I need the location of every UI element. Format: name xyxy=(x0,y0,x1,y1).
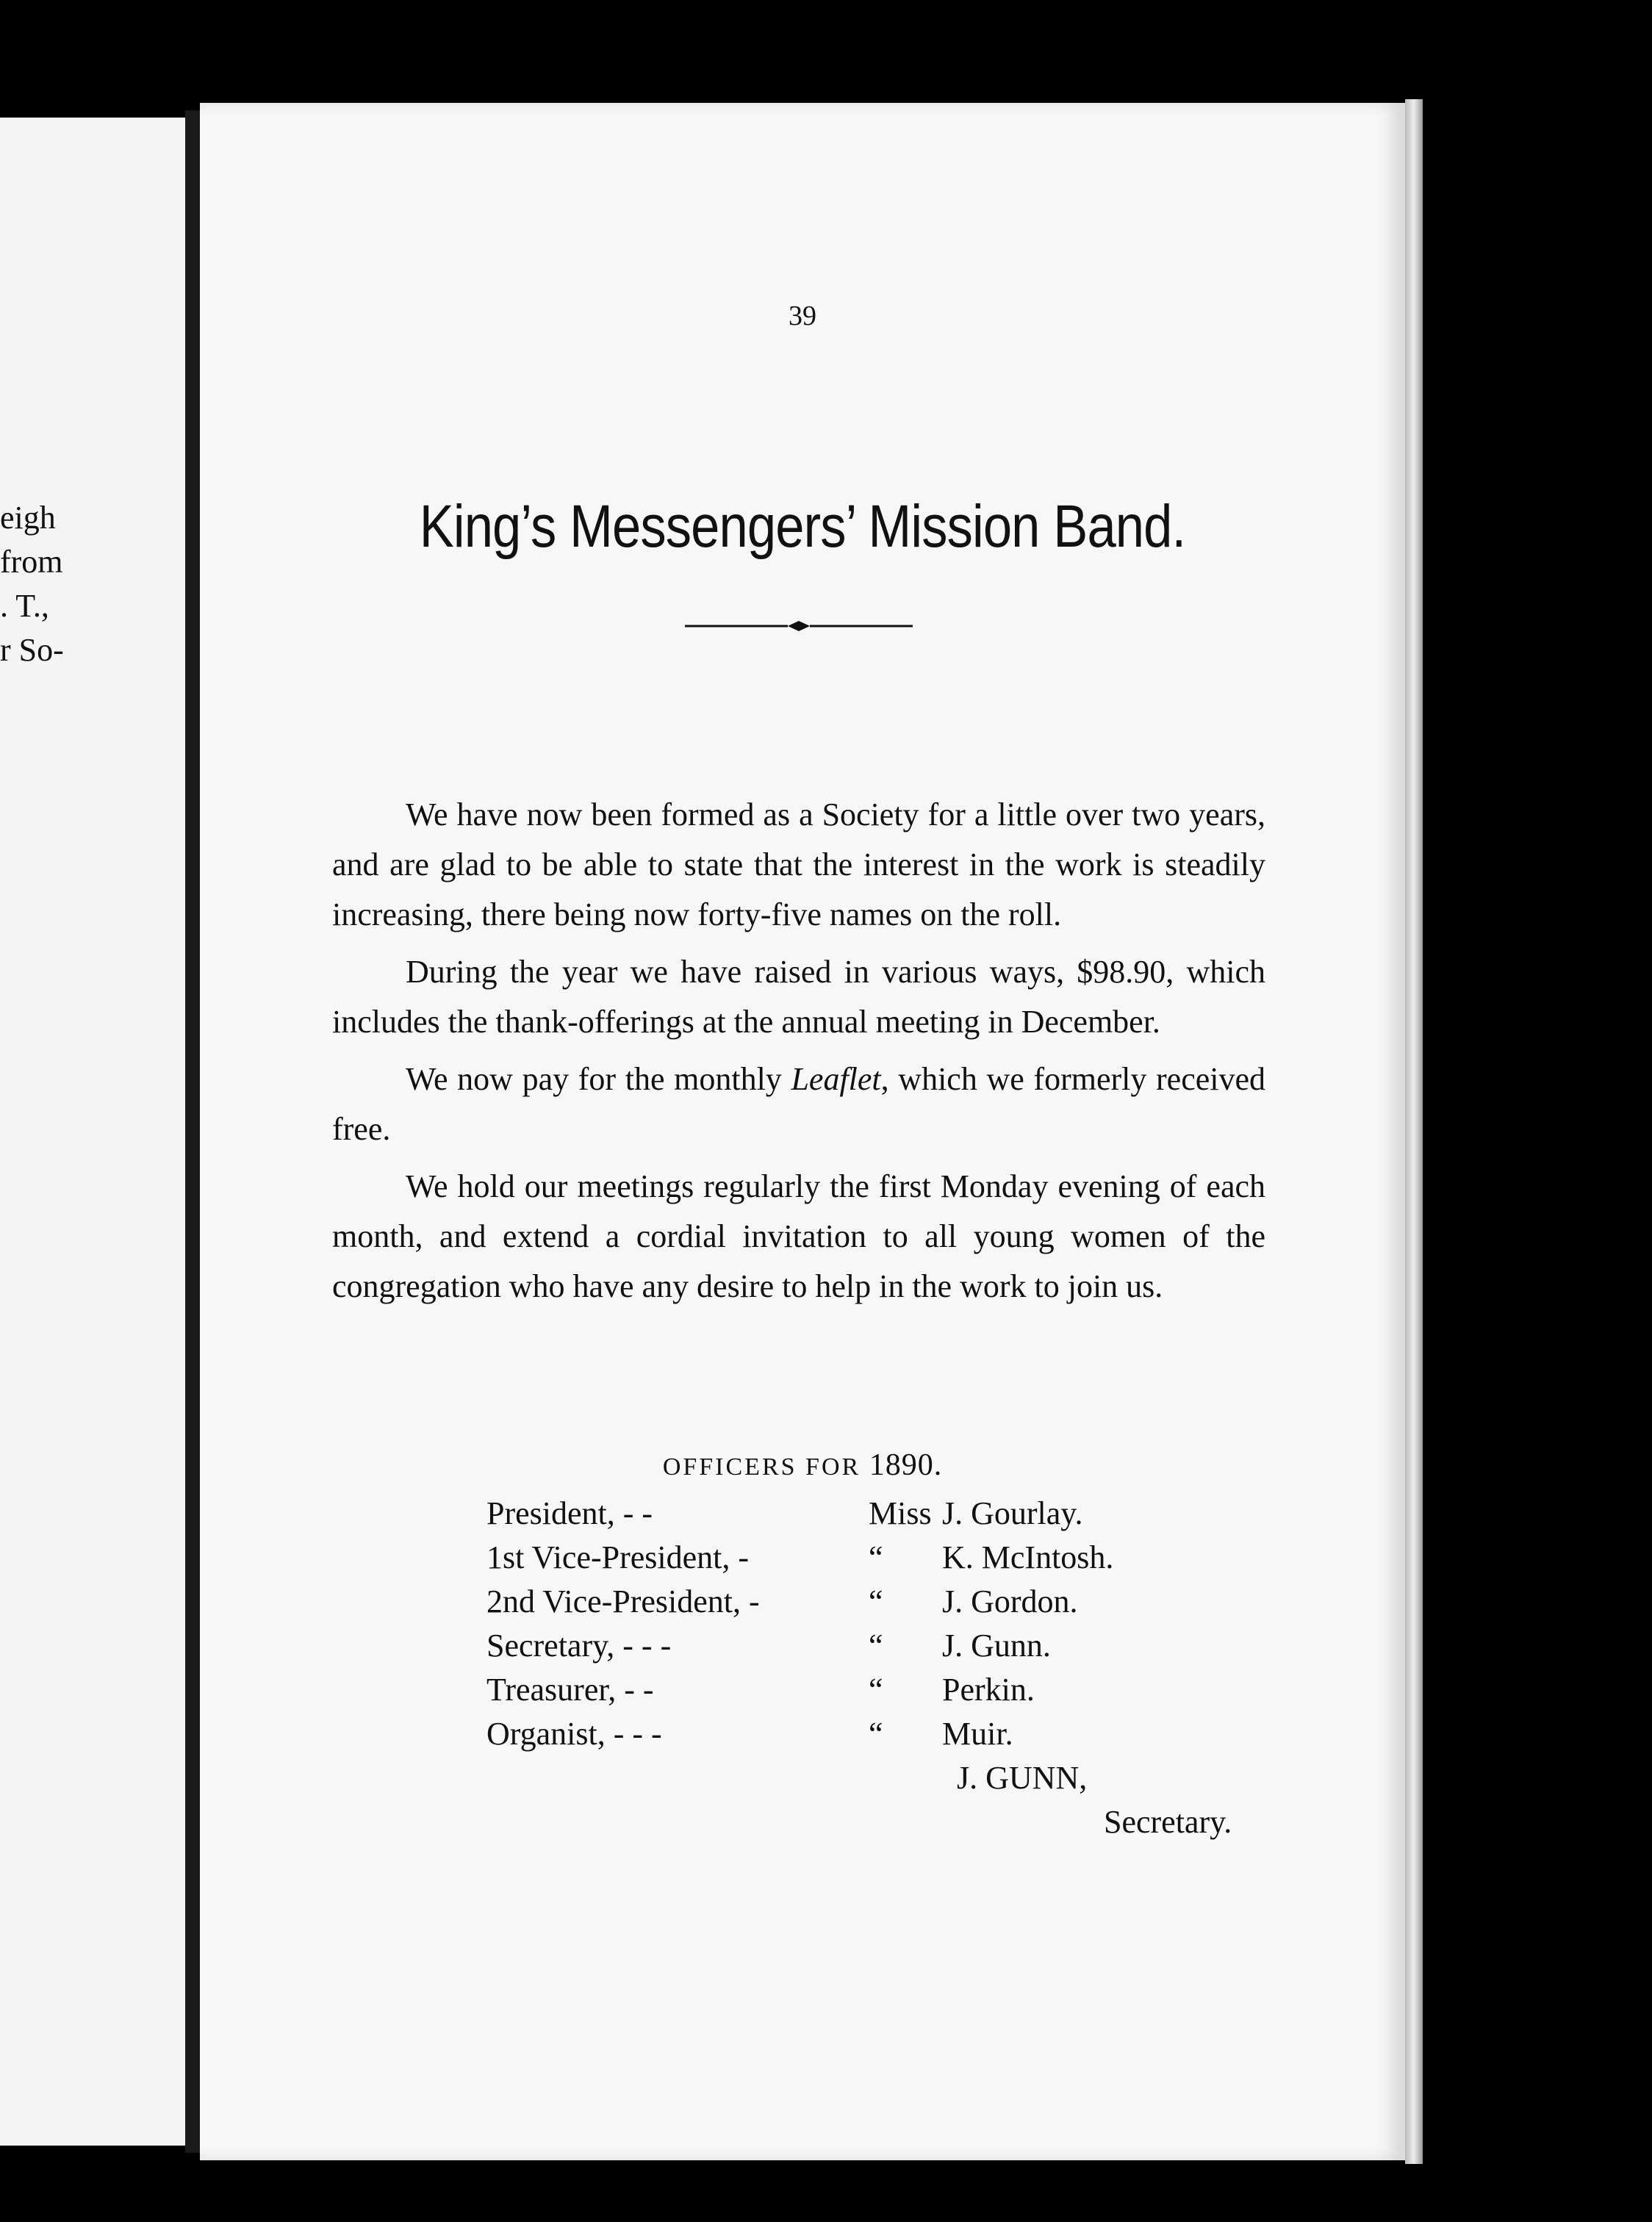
left-line-3: . T., xyxy=(0,588,49,624)
officer-name: Perkin. xyxy=(942,1672,1035,1708)
officer-name: K. McIntosh. xyxy=(942,1539,1114,1575)
page-number: 39 xyxy=(789,301,816,331)
paragraph-3-after: , which we formerly received free. xyxy=(332,1061,1266,1147)
book-gutter xyxy=(185,110,200,2153)
officer-name: J. Gordon. xyxy=(942,1583,1078,1619)
officers-year: 1890. xyxy=(869,1448,943,1482)
page-title: King’s Messengers’ Mission Band. xyxy=(419,493,1186,560)
signature-name: J. GUNN, xyxy=(957,1760,1088,1796)
paragraph-2: During the year we have raised in various ways, $98.90, which includes the thank-offerings at the annual meeting in December. xyxy=(332,954,1265,1040)
left-page-text xyxy=(0,496,64,672)
officer-title: “ xyxy=(869,1539,883,1575)
officer-role: 2nd Vice-President, - xyxy=(486,1583,760,1619)
officer-row xyxy=(486,1492,1113,1536)
left-line-2: from xyxy=(0,544,63,580)
left-line-4: r So- xyxy=(0,632,64,668)
officers-heading-text: OFFICERS FOR xyxy=(662,1453,861,1481)
officer-role: 1st Vice-President, - xyxy=(486,1539,750,1575)
officers-heading xyxy=(200,1448,1405,1483)
officer-title: Miss xyxy=(869,1495,932,1531)
page-edge xyxy=(1405,99,1423,2164)
paragraph-4: We hold our meetings regularly the first Monday evening of each month, and extend a cordial invitation to all young women of the congregation who have any desire to help in the work to join us. xyxy=(332,1168,1265,1304)
officer-role: President, - - xyxy=(486,1495,653,1531)
officer-title: “ xyxy=(869,1583,883,1619)
officer-row xyxy=(486,1712,1113,1756)
officer-title: “ xyxy=(869,1628,883,1664)
paragraph-3-before: We now pay for the monthly xyxy=(406,1061,791,1097)
officers-list xyxy=(486,1492,1113,1756)
officer-row xyxy=(486,1580,1113,1624)
officer-name: Muir. xyxy=(942,1716,1013,1752)
paragraph-3 xyxy=(332,1054,1265,1154)
officer-row xyxy=(486,1668,1113,1712)
officer-role: Secretary, - - - xyxy=(486,1628,672,1664)
officer-name: J. Gunn. xyxy=(942,1628,1051,1664)
officer-title: “ xyxy=(869,1672,883,1708)
signature-block xyxy=(957,1756,1232,1844)
officer-row xyxy=(486,1624,1113,1668)
officer-name: J. Gourlay. xyxy=(942,1495,1083,1531)
leaflet-italic: Leaflet xyxy=(791,1061,881,1097)
officer-role: Organist, - - - xyxy=(486,1716,662,1752)
left-page-fragment xyxy=(0,118,185,2146)
diamond-rule-ornament-icon xyxy=(685,617,913,635)
signature-title: Secretary. xyxy=(1104,1804,1232,1840)
paragraph-1: We have now been formed as a Society for a little over two years, and are glad to be able to state that the interest in the work is steadily increasing, there being now forty-five names on the roll. xyxy=(332,797,1265,932)
officer-role: Treasurer, - - xyxy=(486,1672,654,1708)
body-text xyxy=(332,790,1265,1319)
left-line-1: eigh xyxy=(0,500,56,536)
right-page xyxy=(200,103,1405,2160)
officer-title: “ xyxy=(869,1716,883,1752)
officer-row xyxy=(486,1536,1113,1580)
